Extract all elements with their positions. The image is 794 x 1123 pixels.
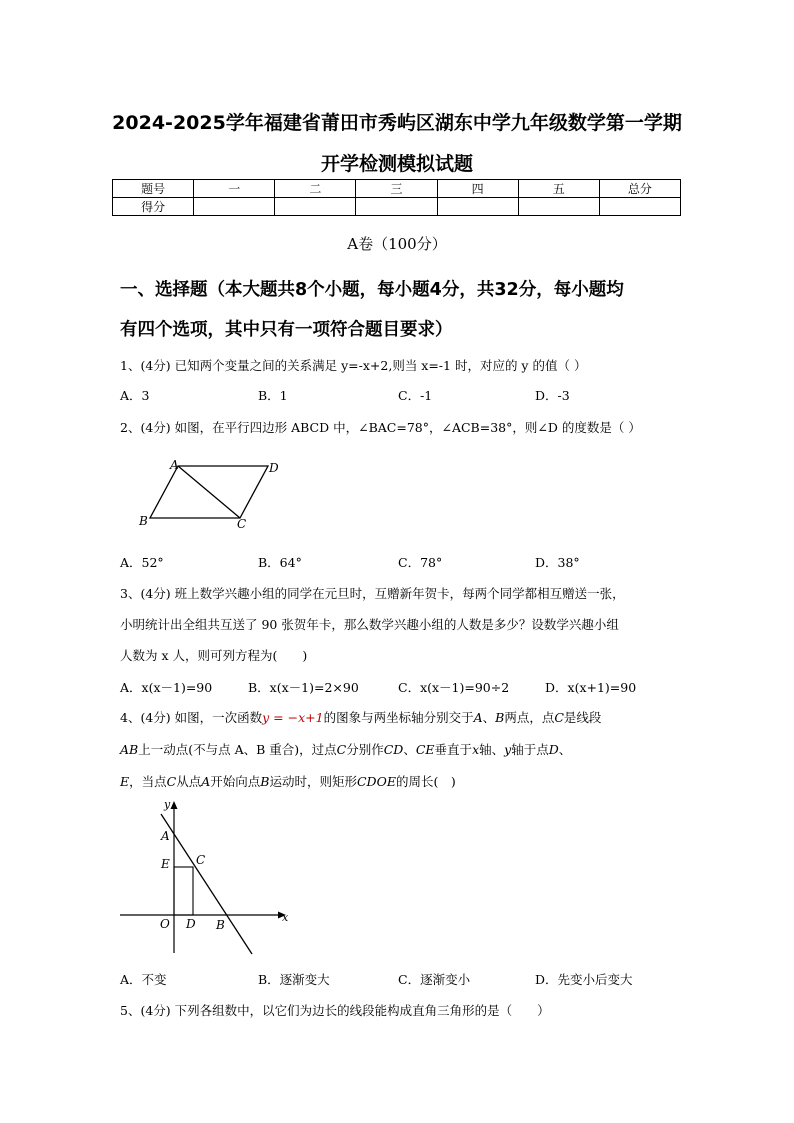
q4-text: 是线段 [563,710,602,725]
score-input-cell[interactable] [275,198,356,216]
q4-option-c[interactable]: C．逐渐变小 [398,972,471,987]
score-input-cell[interactable] [437,198,518,216]
exam-title-line2: 开学检测模拟试题 [320,153,473,175]
q4-option-d[interactable]: D．先变小后变大 [535,972,633,987]
question-1-stem: 1、(4分) 已知两个变量之间的关系满足 y=-x+2,则当 x=-1 时，对应的 y 的值（ ） [120,358,587,373]
score-cell: 题号 [113,180,194,198]
q4-math: D [548,742,559,757]
q4-text: ，当点 [129,774,167,789]
rectangle-cdoe [174,867,193,915]
function-line [161,814,252,954]
q4-math: C [554,710,564,725]
score-cell: 五 [518,180,599,198]
q4-option-b[interactable]: B．逐渐变大 [258,972,330,987]
label-a: A [161,829,170,843]
label-d: D [186,917,196,931]
q4-text: 、 [482,710,496,725]
score-cell: 三 [356,180,437,198]
score-input-cell[interactable] [356,198,437,216]
score-table-score-row [113,198,681,216]
q1-option-d[interactable]: D．-3 [535,388,570,403]
q4-math: E [120,774,130,789]
q4-math: CD [383,742,404,757]
q4-math: B [260,774,270,789]
q4-math: A [201,774,211,789]
q1-option-a[interactable]: A．3 [120,388,150,403]
volume-heading: A卷（100分） [347,235,447,253]
label-b: B [216,918,225,932]
y-axis-arrow [171,801,178,809]
score-cell: 得分 [113,198,194,216]
label-b: B [139,514,148,528]
q4-text: 两点，点 [504,710,555,725]
label-a: A [170,458,179,472]
label-x: x [282,911,289,924]
question-3-line3: 人数为 x 人，则可列方程为( ) [120,648,308,663]
q4-text: 运动时，则矩形 [269,774,357,789]
q4-option-a[interactable]: A．不变 [120,972,167,987]
parallelogram-figure [130,452,280,538]
question-4-line2 [120,740,571,758]
q1-option-c[interactable]: C．-1 [398,388,433,403]
q4-math: C [336,742,347,757]
q2-option-a[interactable]: A．52° [120,555,164,570]
exam-title-line1: 2024-2025学年福建省莆田市秀屿区湖东中学九年级数学第一学期 [112,112,682,134]
question-3-line2: 小明统计出全组共互送了 90 张贺年卡，那么数学兴趣小组的人数是多少？设数学兴趣小组 [120,617,619,632]
q4-text: 开始向点 [210,774,261,789]
score-input-cell[interactable] [194,198,275,216]
diagonal-ac [178,466,240,518]
q4-math: CE [415,742,435,757]
q2-option-d[interactable]: D．38° [535,555,580,570]
score-input-cell[interactable] [518,198,599,216]
q4-math: B [495,710,505,725]
linear-function-figure [116,796,296,958]
question-4-line1 [120,708,601,726]
question-2-stem: 2、(4分) 如图，在平行四边形 ABCD 中，∠BAC=78°，∠ACB=38°，则∠D 的度数是（ ） [120,420,641,435]
q1-option-b[interactable]: B．1 [258,388,288,403]
q3-option-a[interactable]: A．x(x－1)=90 [120,680,213,695]
label-d: D [269,461,279,475]
question-3-line1: 3、(4分) 班上数学兴趣小组的同学在元旦时，互赠新年贺卡，每两个同学都相互赠送一张， [120,586,625,601]
label-y: y [164,798,171,811]
q4-text: 的图象与两坐标轴分别交于 [323,710,474,725]
label-e: E [161,857,170,871]
q4-math: y [504,742,512,757]
q4-math: A [473,710,483,725]
score-input-cell[interactable] [599,198,680,216]
q4-text: 分别作 [346,742,384,757]
question-4-line3 [120,772,456,790]
q4-math: C [166,774,177,789]
q4-math: CDOE [356,774,396,789]
q3-option-d[interactable]: D．x(x+1)=90 [545,680,637,695]
score-cell: 二 [275,180,356,198]
q4-text: 的周长( ) [395,774,456,789]
label-o: O [160,917,170,931]
q4-text: 轴于点 [511,742,549,757]
q4-text: 上一动点(不与点 A、B 重合)，过点 [138,742,337,757]
q4-text: 、 [558,742,572,757]
score-cell: 一 [194,180,275,198]
score-table [112,179,681,216]
q4-math: AB [120,742,139,757]
q4-text: 4、(4分) 如图，一次函数 [120,710,263,725]
score-cell: 四 [437,180,518,198]
score-table-header-row [113,180,681,198]
q3-option-c[interactable]: C．x(x－1)=90÷2 [398,680,510,695]
q4-equation: y = −x+1 [262,710,324,725]
score-cell: 总分 [599,180,680,198]
q4-text: 从点 [176,774,202,789]
section-heading-line1: 一、选择题（本大题共8个小题，每小题4分，共32分，每小题均 [120,280,624,300]
label-c: C [237,517,247,531]
q3-option-b[interactable]: B．x(x－1)=2×90 [248,680,359,695]
q4-text: 、 [403,742,416,757]
label-c: C [196,853,206,867]
q4-text: 轴、 [479,742,505,757]
q2-option-b[interactable]: B．64° [258,555,302,570]
q4-text: 垂直于 [434,742,473,757]
q4-math: x [472,742,480,757]
question-5-stem: 5、(4分) 下列各组数中，以它们为边长的线段能构成直角三角形的是（ ） [120,1003,550,1018]
section-heading-line2: 有四个选项，其中只有一项符合题目要求） [120,320,453,340]
q2-option-c[interactable]: C．78° [398,555,443,570]
